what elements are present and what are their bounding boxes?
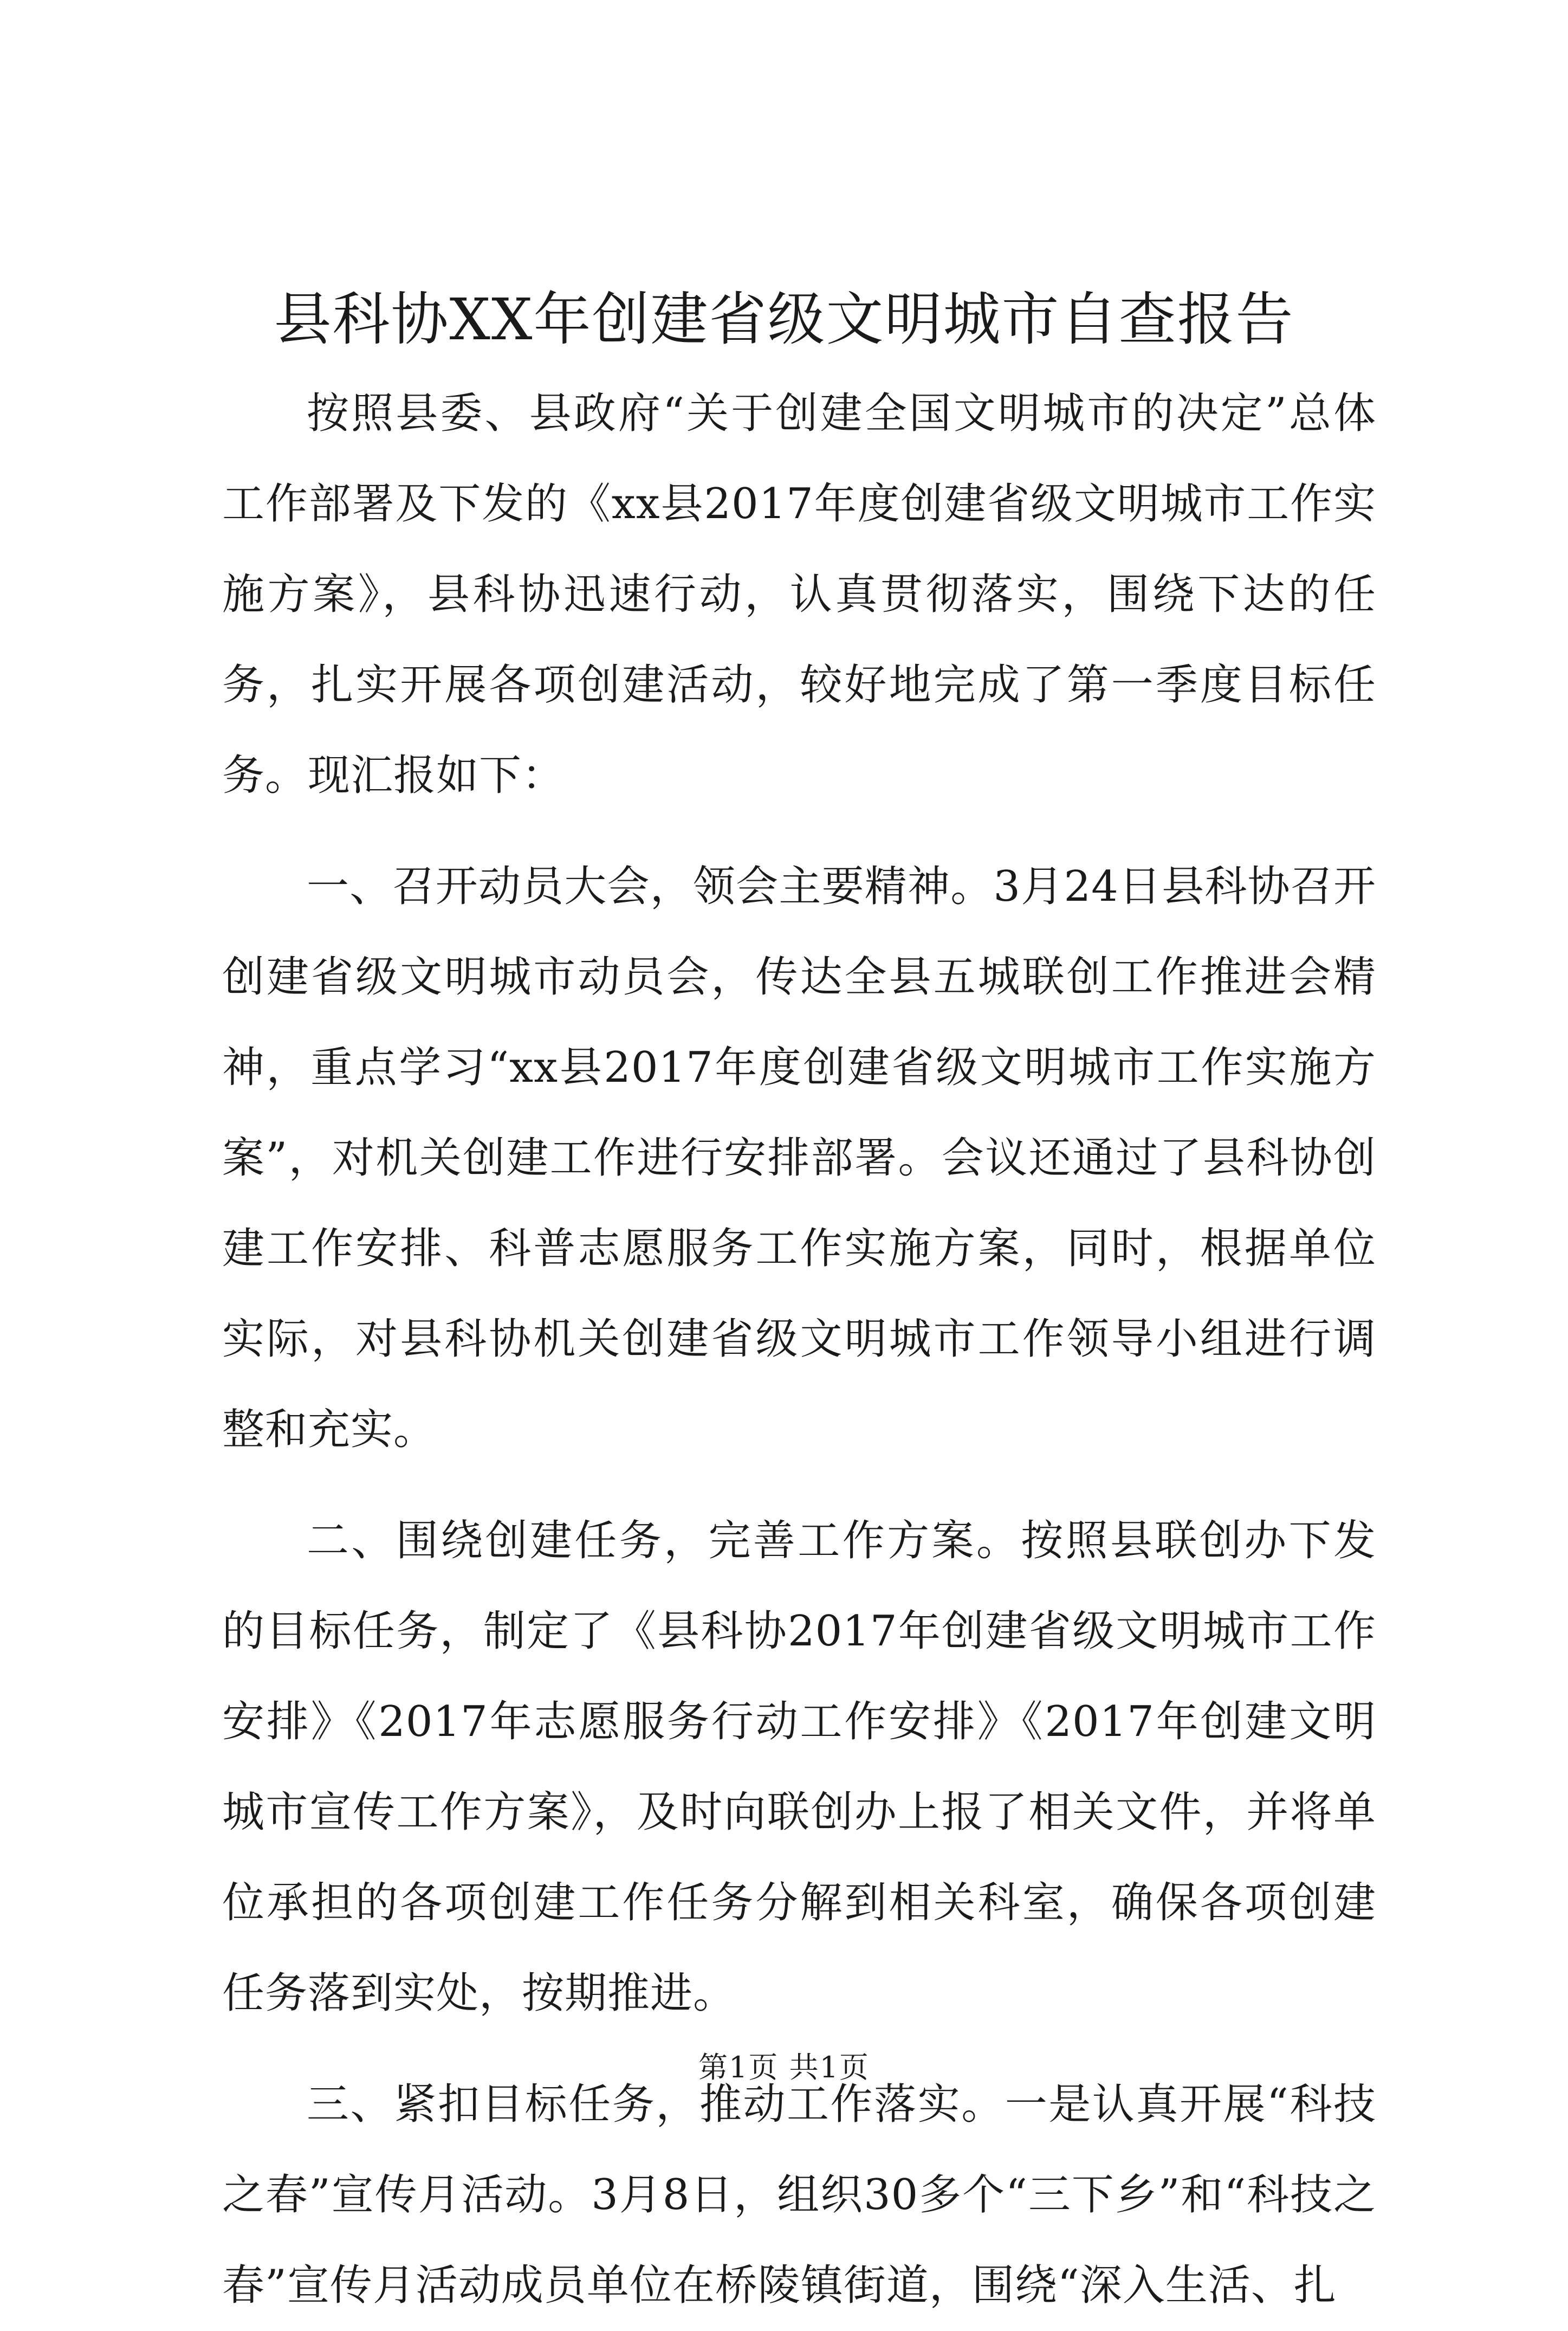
paragraph-section-3: 三、紧扣目标任务，推动工作落实。一是认真开展“科技之春”宣传月活动。3月8日，组织30多个“三下乡”和“科技之春”宣传月活动成员单位在桥陵镇街道，围绕“深入生活、扎 xyxy=(222,2080,1376,2310)
page-title: 县科协XX年创建省级文明城市自查报告 xyxy=(274,286,1294,353)
document-body xyxy=(222,369,1376,2331)
paragraph-section-1: 一、召开动员大会，领会主要精神。3月24日县科协召开创建省级文明城市动员会，传达全县五城联创工作推进会精神，重点学习“xx县2017年度创建省级文明城市工作实施方案”，对机关创建工作进行安排部署。会议还通过了县科协创建工作安排、科普志愿服务工作实施方案，同时，根据单位实际，对县科协机关创建省级文明城市工作领导小组进行调整和充实。 xyxy=(222,862,1376,1454)
paragraph-section-2: 二、围绕创建任务，完善工作方案。按照县联创办下发的目标任务，制定了《县科协2017年创建省级文明城市工作安排》《2017年志愿服务行动工作安排》《2017年创建文明城市宣传工作方案》，及时向联创办上报了相关文件，并将单位承担的各项创建工作任务分解到相关科室，确保各项创建任务落到实处，按期推进。 xyxy=(222,1516,1376,2018)
page-footer: 第1页 共1页 xyxy=(698,2050,870,2084)
paragraph-intro: 按照县委、县政府“关于创建全国文明城市的决定”总体工作部署及下发的《xx县2017年度创建省级文明城市工作实施方案》，县科协迅速行动，认真贯彻落实，围绕下达的任务，扎实开展各项创建活动，较好地完成了第一季度目标任务。现汇报如下： xyxy=(222,389,1376,800)
